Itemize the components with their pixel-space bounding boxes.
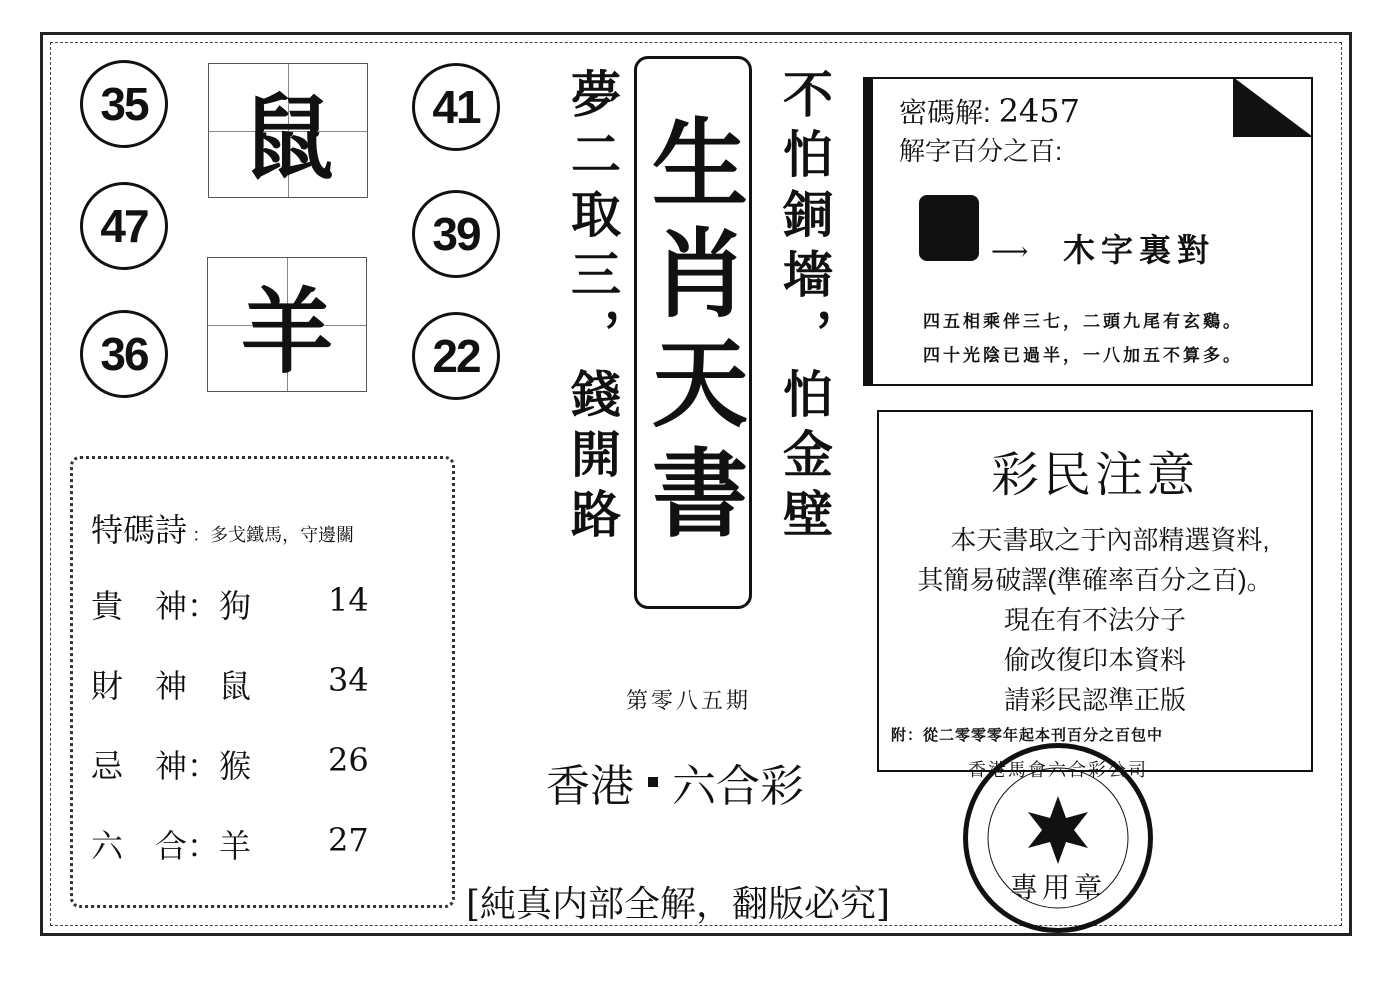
notice-line: 其簡易破譯(準確率百分之百)。 <box>917 565 1273 595</box>
zodiac-box <box>208 63 368 198</box>
poem-row-label: 六 合：羊 <box>91 827 252 865</box>
company-seal <box>963 743 1153 933</box>
notice-box <box>877 410 1313 772</box>
number-circle: 41 <box>412 63 500 151</box>
zodiac-char: 羊 <box>240 277 333 386</box>
poem-box <box>70 456 455 908</box>
poem-row-label: 貴 神：狗 <box>91 587 252 625</box>
bullet-icon <box>648 777 658 787</box>
slogan-right: 不怕銅墻，怕金壁 <box>775 68 834 548</box>
brand-right: 六合彩 <box>672 761 804 812</box>
password-label: 密碼解: <box>899 97 991 128</box>
code-box <box>863 77 1313 386</box>
poem-row-label: 財 神 鼠 <box>91 667 252 705</box>
star-icon <box>1028 796 1088 864</box>
poem-row-number: 34 <box>328 661 369 699</box>
brand-left: 香港 <box>546 761 634 812</box>
number-circle: 39 <box>412 190 500 278</box>
slogan-left: 夢二取三，錢開路 <box>563 68 622 548</box>
decode-label: 解字百分之百: <box>899 136 1063 166</box>
notice-line: 請彩民認準正版 <box>1003 685 1186 715</box>
poem-row-number: 14 <box>328 581 369 619</box>
poem-row-label: 忌 神：猴 <box>91 747 252 785</box>
issue-label: 第零八五期 <box>626 689 752 714</box>
arrow-icon: ⟶ <box>991 237 1029 267</box>
code-poem-line: 四五相乘伴三七，二頭九尾有玄鷄。 <box>923 312 1243 332</box>
code-poem-line: 四十光陰已過半，一八加五不算多。 <box>923 346 1243 366</box>
notice-line: 現在有不法分子 <box>1003 605 1186 635</box>
number-circle: 22 <box>412 312 500 400</box>
glyph-hint: 木字裏對 <box>1063 231 1216 269</box>
notice-line: 偷改復印本資料 <box>1003 645 1186 675</box>
brand <box>546 750 804 814</box>
notice-footnote: 附：從二零零零年起本刊百分之百包中 <box>891 726 1164 744</box>
poem-title: 特碼詩 <box>91 511 188 549</box>
zodiac-box <box>207 257 367 392</box>
poem-title-text: ：多戈鐵馬，守邊關 <box>192 525 355 546</box>
zodiac-char: 鼠 <box>241 83 334 192</box>
password-value: 2457 <box>998 92 1080 130</box>
main-title-box <box>634 56 752 609</box>
number-circle: 35 <box>80 60 168 148</box>
notice-title: 彩民注意 <box>990 447 1199 503</box>
seal-ring-text: 香港馬會六合彩公司 <box>968 760 1148 781</box>
footer-note: [純真内部全解，翻版必究] <box>466 884 891 925</box>
poem-row-number: 27 <box>328 821 369 859</box>
number-circle: 36 <box>80 310 168 398</box>
number-circle: 47 <box>80 182 168 270</box>
seal-center-text: 專用章 <box>1009 871 1106 904</box>
main-title: 生肖天書 <box>636 112 750 553</box>
corner-triangle-icon <box>1233 77 1313 137</box>
notice-line: 本天書取之于內部精選資料, <box>950 525 1270 555</box>
glyph-icon <box>919 195 979 261</box>
poem-row-number: 26 <box>328 741 369 779</box>
